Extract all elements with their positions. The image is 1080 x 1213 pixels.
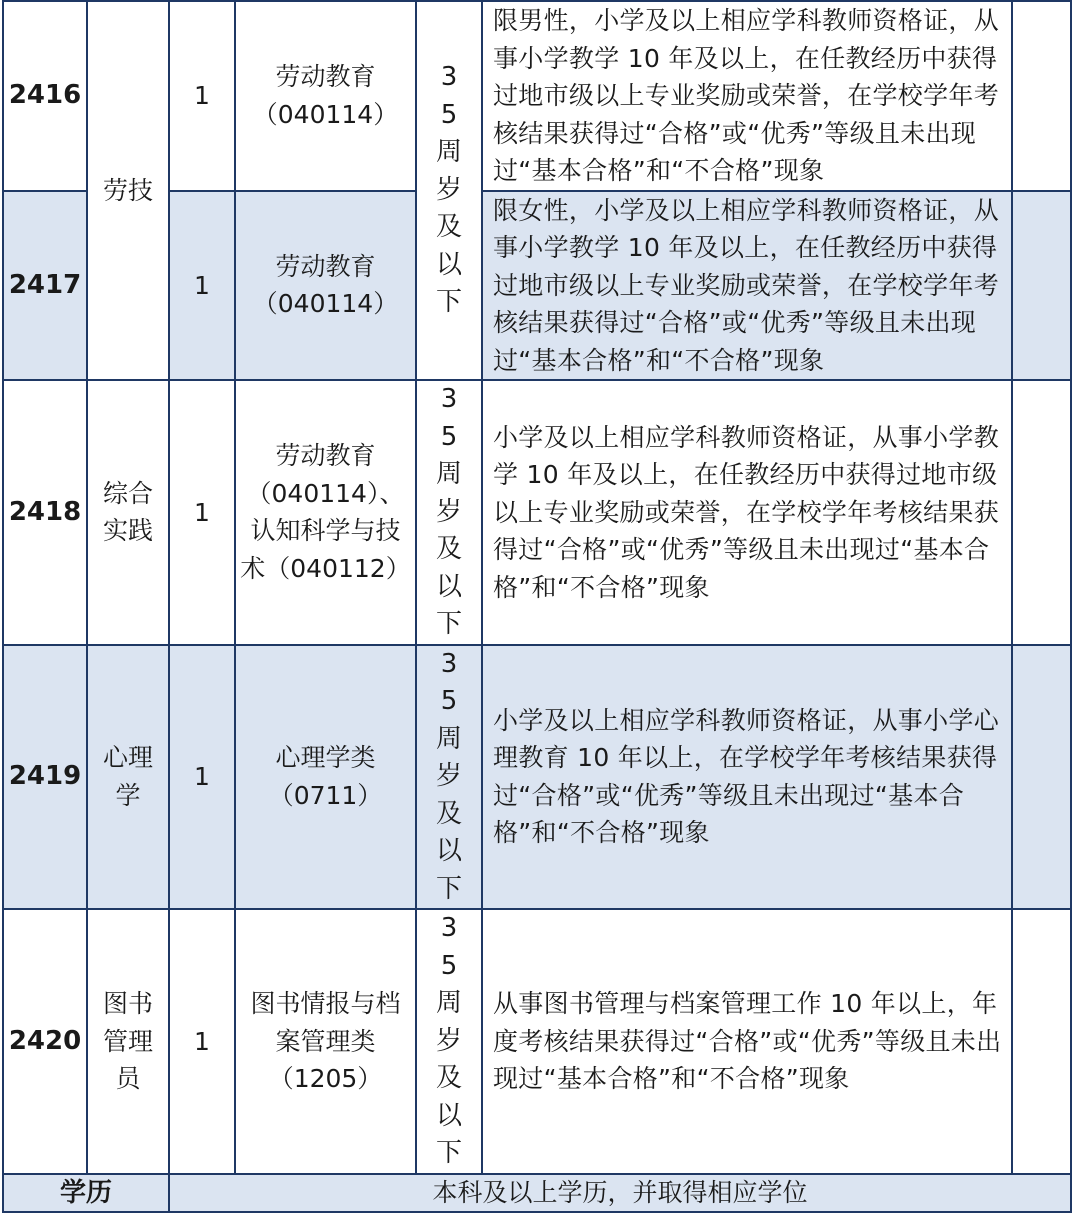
major-label: 劳动教育（040114） <box>252 251 399 319</box>
age-cell <box>416 909 482 1174</box>
age-label: 35周岁及以下 <box>435 648 462 904</box>
hire-count: 1 <box>169 191 235 381</box>
hire-count: 1 <box>169 645 235 910</box>
subject-label: 劳技 <box>102 175 153 205</box>
requirement-cell: 从事图书管理与档案管理工作 10 年以上，年度考核结果获得过“合格”或“优秀”等级且未出现过“基本合格”和“不合格”现象 <box>482 909 1012 1174</box>
table-row <box>3 1 1071 191</box>
requirement-cell: 小学及以上相应学科教师资格证，从事小学教学 10 年及以上，在任教经历中获得过地市级以上专业奖励或荣誉，在学校学年考核结果获得过“合格”或“优秀”等级且未出现过“基本合格”和“不合格”现象 <box>482 380 1012 645</box>
age-cell <box>416 645 482 910</box>
position-code: 2420 <box>3 909 87 1174</box>
extra-cell <box>1012 1 1071 191</box>
subject-cell <box>87 645 169 910</box>
extra-cell <box>1012 909 1071 1174</box>
major-cell <box>235 909 416 1174</box>
age-label: 35周岁及以下 <box>435 62 462 318</box>
extra-cell <box>1012 191 1071 381</box>
hire-count: 1 <box>169 1 235 191</box>
major-label: 心理学类（0711） <box>268 743 383 810</box>
major-label: 劳动教育（040114） <box>252 62 399 129</box>
recruitment-table <box>2 0 1072 1213</box>
subject-cell <box>87 380 169 645</box>
subject-cell <box>87 1 169 380</box>
table-row <box>3 380 1071 645</box>
position-code: 2416 <box>3 1 87 191</box>
education-label: 学历 <box>3 1174 169 1212</box>
major-cell <box>235 1 416 191</box>
requirement-cell: 限男性，小学及以上相应学科教师资格证，从事小学教学 10 年及以上，在任教经历中获得过地市级以上专业奖励或荣誉，在学校学年考核结果获得过“合格”或“优秀”等级且未出现过“基本合格”和“不合格”现象 <box>482 1 1012 191</box>
position-code: 2419 <box>3 645 87 910</box>
major-cell <box>235 645 416 910</box>
subject-label: 心理学 <box>102 743 153 810</box>
major-label: 劳动教育（040114）、认知科学与技术（040112） <box>240 441 411 583</box>
major-cell <box>235 191 416 381</box>
table-row <box>3 909 1071 1174</box>
position-code: 2418 <box>3 380 87 645</box>
table-row <box>3 645 1071 910</box>
age-label: 35周岁及以下 <box>435 384 462 639</box>
position-code: 2417 <box>3 191 87 381</box>
subject-label: 图书管理员 <box>102 989 153 1093</box>
extra-cell <box>1012 380 1071 645</box>
education-value: 本科及以上学历，并取得相应学位 <box>169 1174 1071 1212</box>
subject-label: 综合实践 <box>102 478 153 546</box>
major-cell <box>235 380 416 645</box>
education-row <box>3 1174 1071 1212</box>
age-cell <box>416 1 482 380</box>
age-label: 35周岁及以下 <box>435 913 462 1168</box>
subject-cell <box>87 909 169 1174</box>
hire-count: 1 <box>169 380 235 645</box>
requirement-cell: 小学及以上相应学科教师资格证，从事小学心理教育 10 年以上，在学校学年考核结果获得过“合格”或“优秀”等级且未出现过“基本合格”和“不合格”现象 <box>482 645 1012 910</box>
age-cell <box>416 380 482 645</box>
hire-count: 1 <box>169 909 235 1174</box>
major-label: 图书情报与档案管理类（1205） <box>250 989 401 1093</box>
extra-cell <box>1012 645 1071 910</box>
requirement-cell: 限女性，小学及以上相应学科教师资格证，从事小学教学 10 年及以上，在任教经历中获得过地市级以上专业奖励或荣誉，在学校学年考核结果获得过“合格”或“优秀”等级且未出现过“基本合格”和“不合格”现象 <box>482 191 1012 381</box>
